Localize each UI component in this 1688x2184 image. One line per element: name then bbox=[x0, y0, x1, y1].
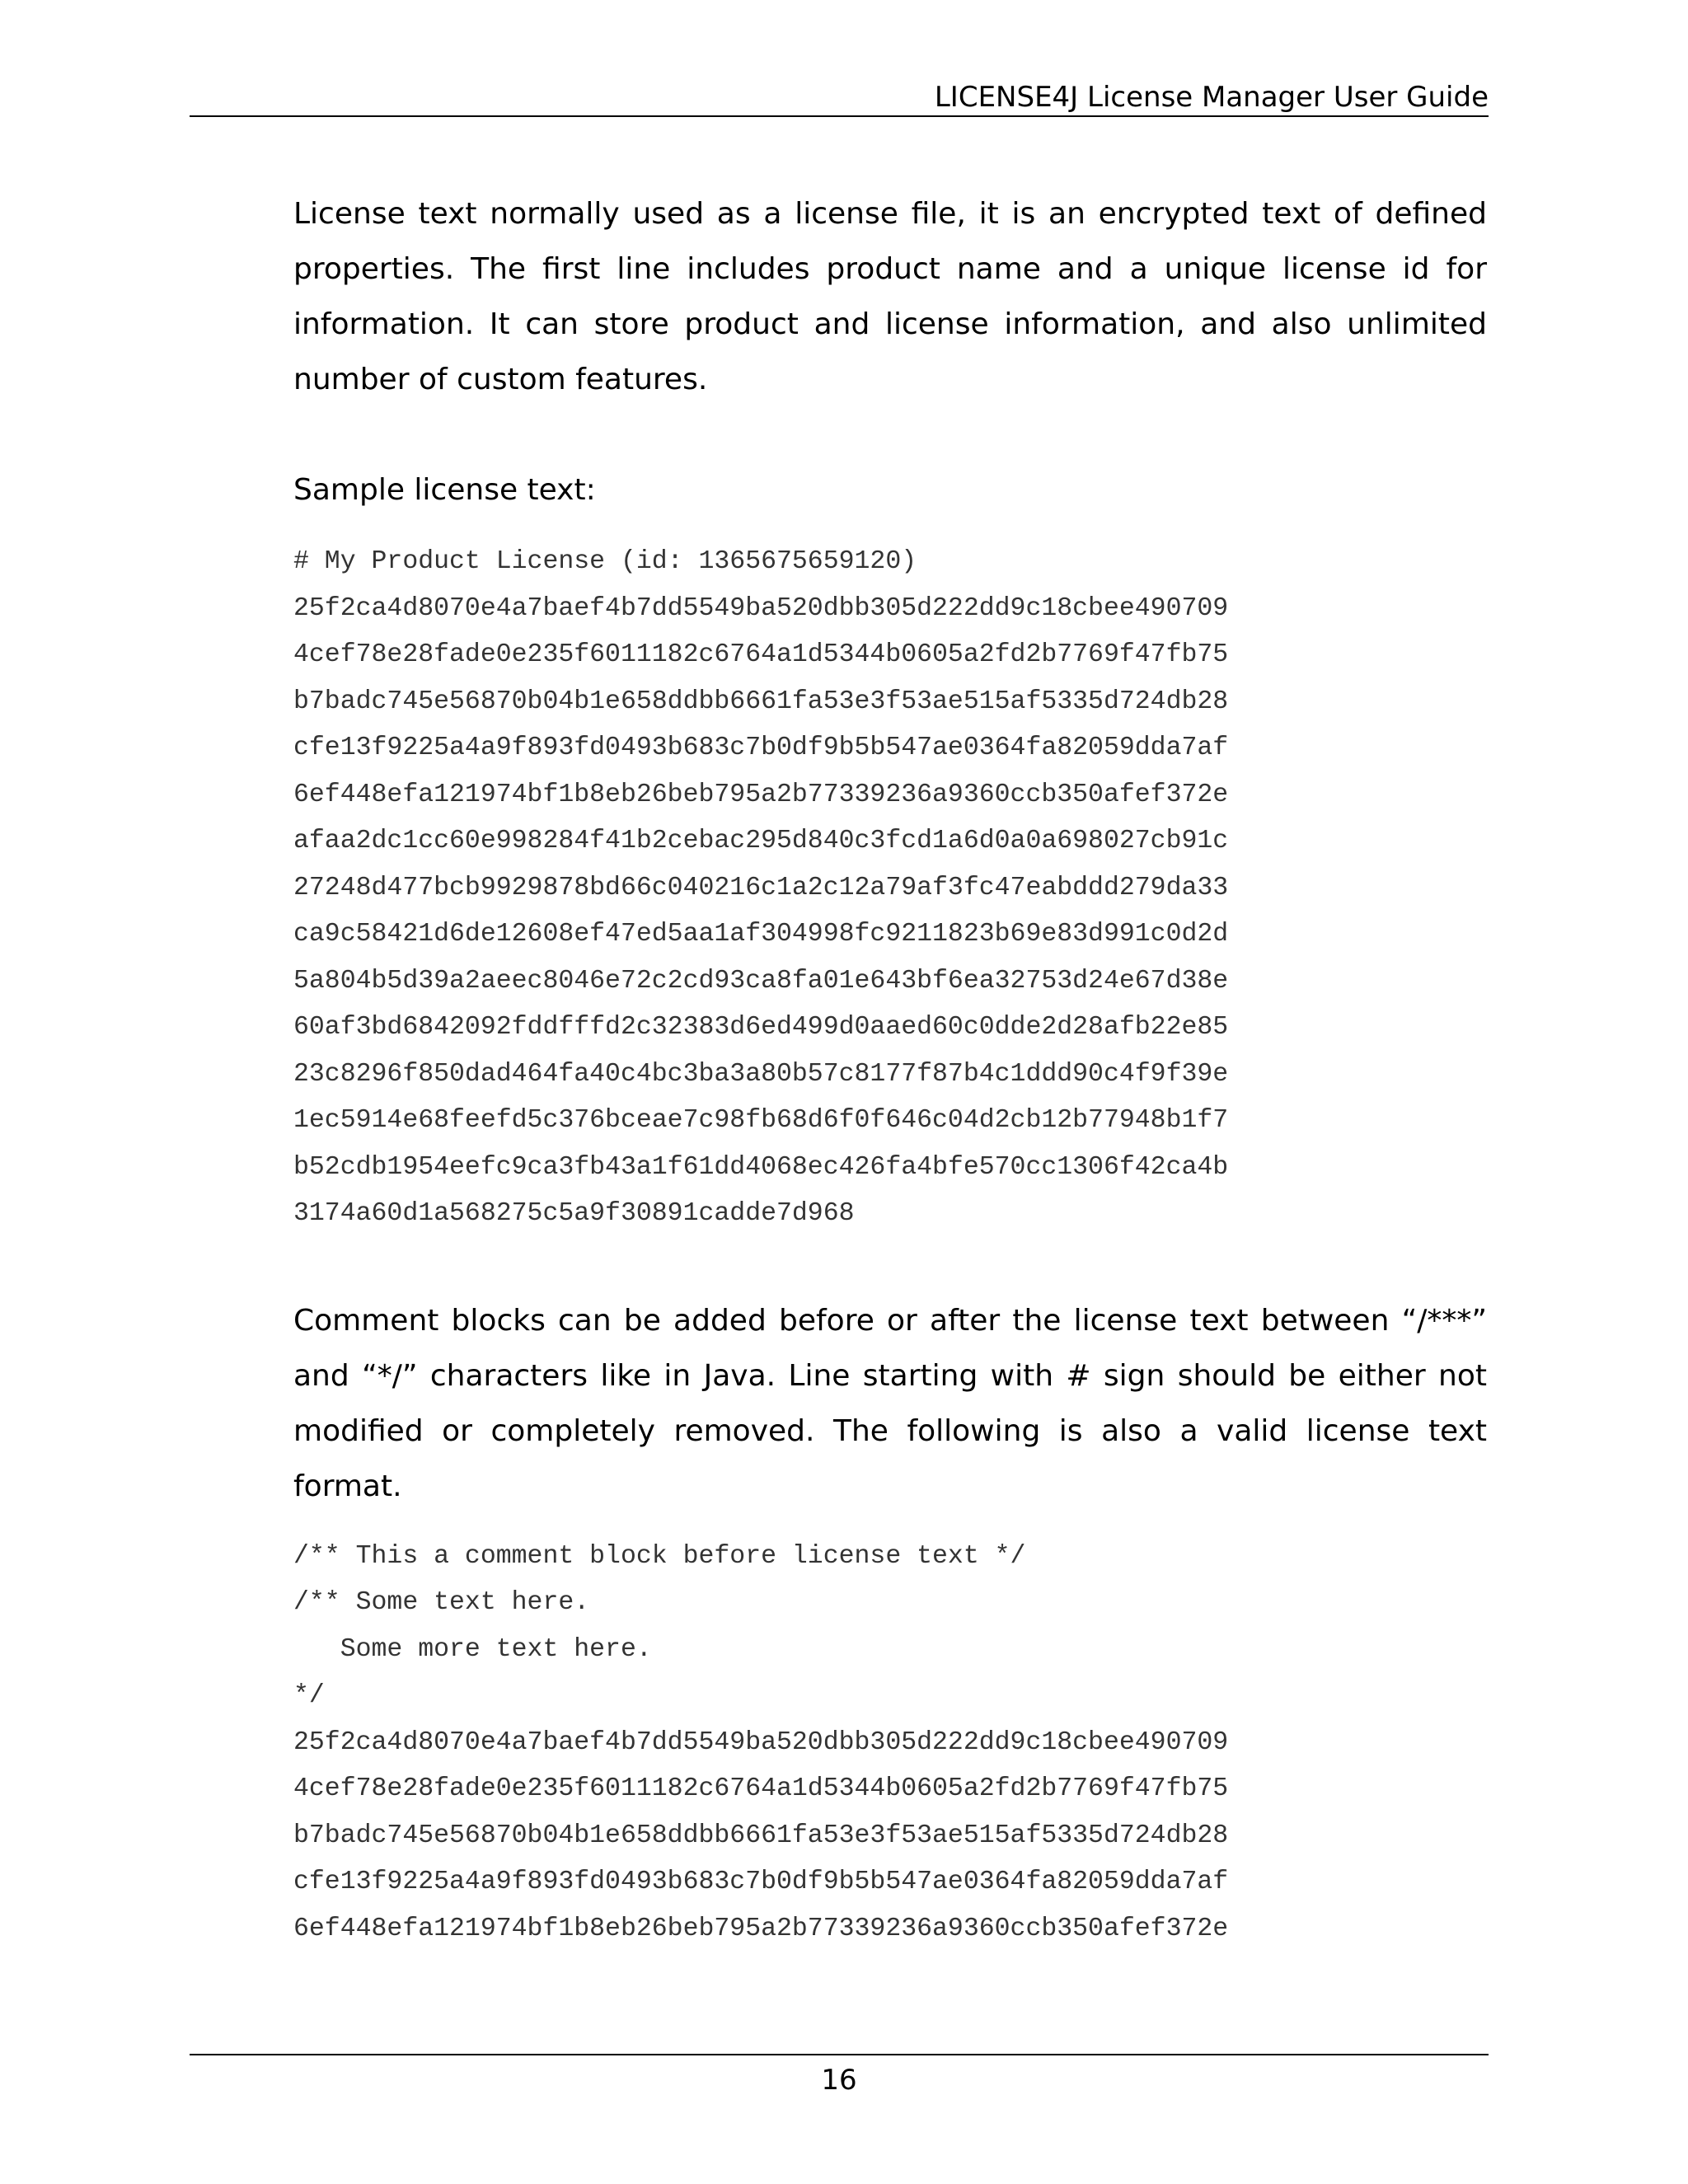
code-line: /** Some text here. bbox=[293, 1588, 590, 1617]
code-line: b7badc745e56870b04b1e658ddbb6661fa53e3f53ae515af5335d724db28 bbox=[293, 1821, 1229, 1850]
sample-license-label: Sample license text: bbox=[293, 473, 596, 507]
page-header-title: LICENSE4J License Manager User Guide bbox=[934, 81, 1489, 114]
code-line: Some more text here. bbox=[293, 1634, 652, 1664]
code-line: 3174a60d1a568275c5a9f30891cadde7d968 bbox=[293, 1199, 855, 1228]
code-line: 27248d477bcb9929878bd66c040216c1a2c12a79af3fc47eabddd279da33 bbox=[293, 873, 1229, 902]
header-divider bbox=[190, 115, 1489, 117]
code-line: */ bbox=[293, 1681, 325, 1710]
code-line: cfe13f9225a4a9f893fd0493b683c7b0df9b5b547ae0364fa82059dda7af bbox=[293, 733, 1229, 762]
intro-paragraph: License text normally used as a license file, it is an encrypted text of defined properties. The first line includes product name and a unique license id for information. It can store product and license information, and also unlimited number of custom features. bbox=[293, 197, 1487, 396]
code-line: cfe13f9225a4a9f893fd0493b683c7b0df9b5b547ae0364fa82059dda7af bbox=[293, 1868, 1229, 1896]
code-line: # My Product License (id: 1365675659120) bbox=[293, 547, 917, 576]
sample-license-code-block bbox=[293, 539, 1487, 1238]
code-line: 4cef78e28fade0e235f6011182c6764a1d5344b0605a2fd2b7769f47fb75 bbox=[293, 640, 1229, 669]
page-content bbox=[293, 186, 1487, 1952]
code-line: 5a804b5d39a2aeec8046e72c2cd93ca8fa01e643bf6ea32753d24e67d38e bbox=[293, 966, 1229, 996]
code-line: 23c8296f850dad464fa40c4bc3ba3a80b57c8177f87b4c1ddd90c4f9f39e bbox=[293, 1059, 1229, 1089]
code-line: 6ef448efa121974bf1b8eb26beb795a2b77339236a9360ccb350afef372e bbox=[293, 1914, 1229, 1943]
code-line: 60af3bd6842092fddfffd2c32383d6ed499d0aaed60c0dde2d28afb22e85 bbox=[293, 1013, 1229, 1042]
comment-blocks-paragraph: Comment blocks can be added before or after the license text between “/***” and “*/” characters like in Java. Line starting with # sign should be either not modified or completely removed. The following is also a valid license text format. bbox=[293, 1303, 1487, 1503]
code-line: 25f2ca4d8070e4a7baef4b7dd5549ba520dbb305d222dd9c18cbee490709 bbox=[293, 593, 1229, 623]
code-line: afaa2dc1cc60e998284f41b2cebac295d840c3fcd1a6d0a0a698027cb91c bbox=[293, 827, 1229, 855]
code-line: 4cef78e28fade0e235f6011182c6764a1d5344b0605a2fd2b7769f47fb75 bbox=[293, 1774, 1229, 1803]
code-line: 25f2ca4d8070e4a7baef4b7dd5549ba520dbb305d222dd9c18cbee490709 bbox=[293, 1727, 1229, 1757]
page-number: 16 bbox=[821, 2064, 857, 2097]
comment-example-code-block bbox=[293, 1534, 1487, 1953]
footer-divider bbox=[190, 2054, 1489, 2055]
code-line: b52cdb1954eefc9ca3fb43a1f61dd4068ec426fa4bfe570cc1306f42ca4b bbox=[293, 1152, 1229, 1182]
code-line: ca9c58421d6de12608ef47ed5aa1af304998fc9211823b69e83d991c0d2d bbox=[293, 920, 1229, 949]
code-line: /** This a comment block before license text */ bbox=[293, 1541, 1026, 1571]
code-line: 1ec5914e68feefd5c376bceae7c98fb68d6f0f646c04d2cb12b77948b1f7 bbox=[293, 1106, 1229, 1135]
code-line: 6ef448efa121974bf1b8eb26beb795a2b77339236a9360ccb350afef372e bbox=[293, 780, 1229, 809]
code-line: b7badc745e56870b04b1e658ddbb6661fa53e3f53ae515af5335d724db28 bbox=[293, 687, 1229, 716]
